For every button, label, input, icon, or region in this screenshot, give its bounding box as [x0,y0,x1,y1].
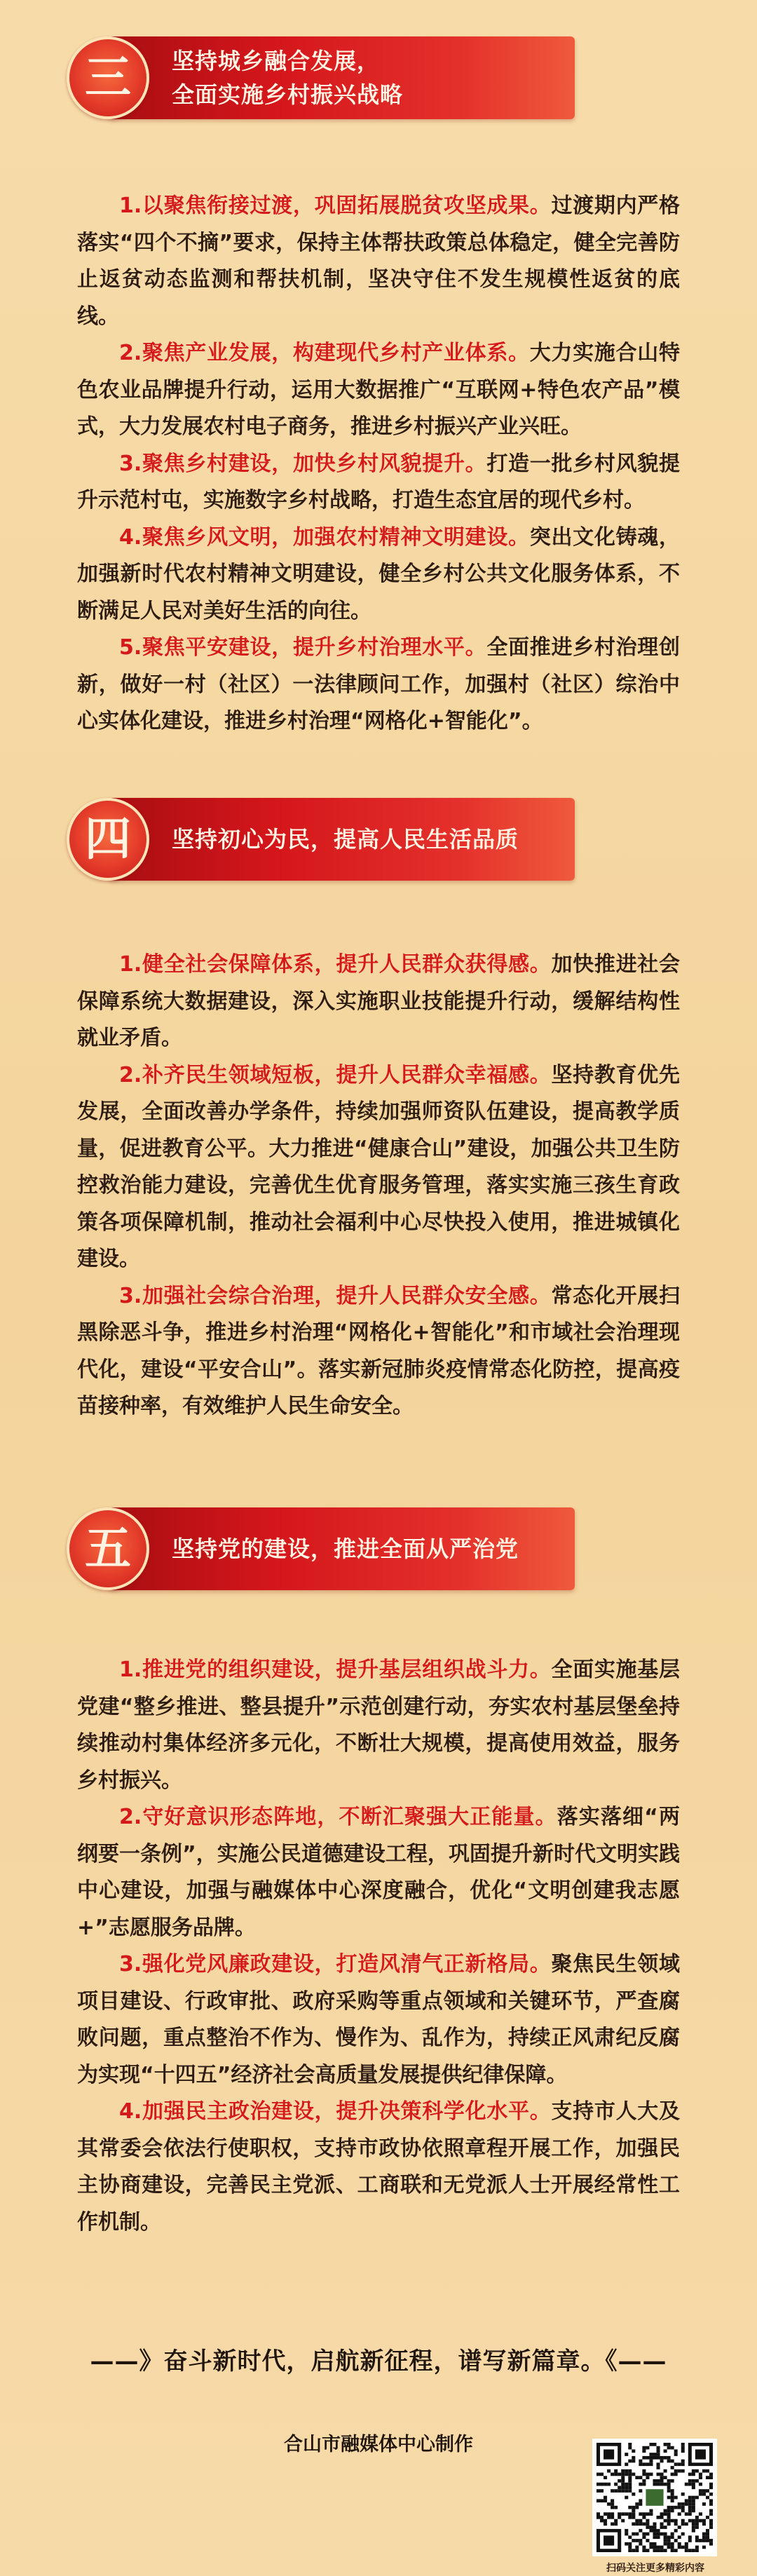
item-body: 落实落细“两纲要一条例”，实施公民道德建设工程，巩固提升新时代文明实践中心建设，加强与融媒体中心深度融合，优化“文明创建我志愿+”志愿服务品牌。 [77,1805,680,1940]
item-body: 全面推进乡村治理创新，做好一村（社区）一法律顾问工作，加强村（社区）综治中心实体化建设，推进乡村治理“网格化+智能化”。 [77,635,680,733]
item-body: 加快推进社会保障系统大数据建设，深入实施职业技能提升行动，缓解结构性就业矛盾。 [77,952,680,1050]
list-item [77,947,680,1057]
item-lead: 5.聚焦平安建设，提升乡村治理水平。 [119,635,487,660]
list-item [77,335,680,446]
item-body: 坚持教育优先发展，全面改善办学条件，持续加强师资队伍建设，提高教学质量，促进教育公平。大力推进“健康合山”建设，加强公共卫生防控救治能力建设，完善优生优育服务管理，落实实施三孩生育政策各项保障机制，推动社会福利中心尽快投入使用，推进城镇化建设。 [77,1062,680,1271]
section-numeral: 四 [67,798,149,881]
section-banner [67,1507,575,1590]
section-title [172,1507,519,1590]
list-item [77,1278,680,1425]
item-lead: 1.推进党的组织建设，提升基层组织战斗力。 [119,1658,552,1682]
item-body: 聚焦民生领域项目建设、行政审批、政府采购等重点领域和关键环节，严查腐败问题，重点整治不作为、慢作为、乱作为，持续正风肃纪反腐为实现“十四五”经济社会高质量发展提供纪律保障。 [77,1952,680,2087]
section-three [0,36,757,740]
section-five [0,1507,757,2241]
section-numeral: 五 [67,1507,149,1590]
footer-credit: 合山市融媒体中心制作 [284,2434,473,2455]
item-lead: 2.聚焦产业发展，构建现代乡村产业体系。 [119,341,530,365]
qr-code-icon[interactable] [592,2439,717,2556]
section-items [0,947,757,1425]
item-lead: 2.补齐民生领域短板，提升人民群众幸福感。 [119,1062,552,1087]
list-item [77,1057,680,1278]
list-item [77,2094,680,2241]
section-title-line: 坚持初心为民，提高人民生活品质 [172,826,519,853]
section-items [0,188,757,740]
section-title-line: 坚持党的建设，推进全面从严治党 [172,1536,519,1562]
item-body: 全面实施基层党建“整乡推进、整县提升”示范创建行动，夯实农村基层堡垒持续推动村集体经济多元化，不断壮大规模，提高使用效益，服务乡村振兴。 [77,1658,680,1793]
section-items [0,1652,757,2241]
list-item [77,1799,680,1946]
footer-slogan: ——》奋斗新时代，启航新征程，谱写新篇章。《—— [90,2347,667,2375]
item-body: 过渡期内严格落实“四个不摘”要求，保持主体帮扶政策总体稳定，健全完善防止返贫动态监测和帮扶机制，坚决守住不发生规模性返贫的底线。 [77,194,680,329]
section-title [172,798,519,881]
item-lead: 1.以聚焦衔接过渡，巩固拓展脱贫攻坚成果。 [119,194,552,218]
item-lead: 3.强化党风廉政建设，打造风清气正新格局。 [119,1952,552,1977]
section-banner [67,798,575,881]
list-item [77,188,680,335]
list-item [77,630,680,740]
item-body: 支持市人大及其常委会依法行使职权，支持市政协依照章程开展工作，加强民主协商建设，完善民主党派、工商联和无党派人士开展经常性工作机制。 [77,2099,680,2235]
item-body: 突出文化铸魂，加强新时代农村精神文明建设，健全乡村公共文化服务体系，不断满足人民对美好生活的向往。 [77,524,681,623]
item-lead: 2.守好意识形态阵地，不断汇聚强大正能量。 [119,1805,557,1829]
section-four [0,798,757,1425]
item-lead: 1.健全社会保障体系，提升人民群众获得感。 [119,952,552,977]
section-numeral: 三 [67,36,149,119]
list-item [77,446,680,520]
list-item [77,1946,680,2094]
qr-caption: 扫码关注更多精彩内容 [606,2563,704,2574]
section-banner [67,36,575,119]
list-item [77,520,680,630]
list-item [77,1652,680,1799]
item-lead: 4.聚焦乡风文明，加强农村精神文明建设。 [119,524,530,550]
section-title-line: 全面实施乡村振兴战略 [172,81,404,108]
item-lead: 3.加强社会综合治理，提升人民群众安全感。 [119,1283,552,1308]
section-title [172,36,403,119]
item-body: 大力实施合山特色农业品牌提升行动，运用大数据推广“互联网+特色农产品”模式，大力发展农村电子商务，推进乡村振兴产业兴旺。 [77,341,681,439]
section-title-line: 坚持城乡融合发展， [172,48,381,74]
item-lead: 3.聚焦乡村建设，加快乡村风貌提升。 [119,451,487,476]
item-body: 常态化开展扫黑除恶斗争，推进乡村治理“网格化+智能化”和市域社会治理现代化，建设“平安合山”。落实新冠肺炎疫情常态化防控，提高疫苗接种率，有效维护人民生命安全。 [77,1283,680,1418]
item-body: 打造一批乡村风貌提升示范村屯，实施数字乡村战略，打造生态宜居的现代乡村。 [77,451,680,513]
item-lead: 4.加强民主政治建设，提升决策科学化水平。 [119,2099,552,2124]
qr-code-graphic [596,2443,713,2552]
